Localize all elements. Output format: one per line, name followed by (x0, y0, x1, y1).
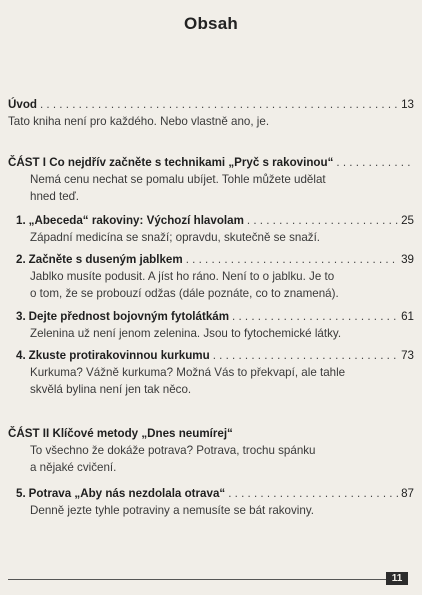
toc-description (16, 325, 414, 342)
toc-chapter-number: 1. (16, 214, 26, 227)
page-number-badge: 11 (386, 572, 408, 585)
toc-description-line: skvělá bylina není jen tak něco. (30, 383, 192, 396)
toc-description-line: Denně jezte tyhle potraviny a nemusíte se bát rakoviny. (30, 504, 314, 517)
toc-description-line: Kurkuma? Vážně kurkuma? Možná Vás to překvapí, ale tahle (30, 366, 346, 379)
footer-rule (8, 579, 386, 580)
toc-description-line: a nějaké cvičení. (30, 461, 117, 474)
toc-chapter-1 (16, 212, 414, 246)
toc-part-1 (8, 154, 414, 205)
toc-chapter-2 (16, 251, 414, 302)
toc-chapter-number: 5. (16, 487, 26, 500)
dot-leader (232, 308, 398, 325)
toc-chapter-number: 3. (16, 310, 26, 323)
toc-description (16, 268, 414, 302)
toc-chapter-number: 4. (16, 349, 26, 362)
toc-chapter-4 (16, 347, 414, 398)
toc-page-number: 73 (401, 349, 414, 362)
page-title: Obsah (184, 14, 238, 33)
toc-description (16, 364, 414, 398)
toc-description (8, 171, 414, 205)
dot-leader (247, 212, 398, 229)
toc-heading-line (8, 96, 414, 113)
toc-chapter-heading-line (16, 212, 414, 229)
dot-leader (336, 154, 411, 171)
toc-heading-label: Úvod (8, 98, 37, 111)
toc-description-line: Jablko musíte podusit. A jíst ho ráno. Není to o jablku. Je to (30, 270, 335, 283)
toc-page-number: 25 (401, 214, 414, 227)
toc-description (16, 502, 414, 519)
toc-chapter-heading-line (16, 347, 414, 364)
toc-description-line: Západní medicína se snaží; opravdu, skutečně se snaží. (30, 231, 321, 244)
toc-part-label: ČÁST II Klíčové metody „Dnes neumírej“ (8, 427, 233, 440)
toc-chapter-number: 2. (16, 253, 26, 266)
toc-chapter-heading-line (16, 308, 414, 325)
toc-description (8, 442, 414, 476)
toc-chapter-heading-line (16, 485, 414, 502)
toc-chapter-heading-line (16, 251, 414, 268)
toc-description-line: hned teď. (30, 190, 80, 203)
toc-page-number: 39 (401, 253, 414, 266)
toc-part-heading-line (8, 425, 414, 442)
toc-chapter-5 (16, 485, 414, 519)
toc-chapter-3 (16, 308, 414, 342)
toc-description-line: Nemá cenu nechat se pomalu ubíjet. Tohle můžete udělat (30, 173, 326, 186)
toc-part-label: ČÁST I Co nejdřív začněte s technikami „Pryč s rakovinou“ (8, 156, 334, 169)
toc-chapter-label: Potrava „Aby nás nezdolala otrava“ (28, 487, 226, 500)
toc-page-number: 61 (401, 310, 414, 323)
toc-entry-intro (8, 96, 414, 130)
toc-page-number: 13 (401, 98, 414, 111)
toc-description (16, 229, 414, 246)
toc-page-number: 87 (401, 487, 414, 500)
dot-leader (186, 251, 398, 268)
toc-chapter-label: Začněte s duseným jablkem (28, 253, 183, 266)
toc-description: Tato kniha není pro každého. Nebo vlastně ano, je. (8, 115, 270, 128)
toc-part-2 (8, 425, 414, 476)
toc-chapter-label: Dejte přednost bojovným fytolátkám (28, 310, 230, 323)
toc-chapter-label: Zkuste protirakovinnou kurkumu (28, 349, 210, 362)
dot-leader (40, 96, 398, 113)
toc-description-line: Zelenina už není jenom zelenina. Jsou to fytochemické látky. (30, 327, 342, 340)
dot-leader (213, 347, 398, 364)
toc-description-line: To všechno že dokáže potrava? Potrava, trochu spánku (30, 444, 316, 457)
toc-description-line: o tom, že se probouzí odžas (dále poznáte, co to znamená). (30, 287, 339, 300)
toc-chapter-label: „Abeceda“ rakoviny: Výchozí hlavolam (28, 214, 244, 227)
toc-part-heading-line (8, 154, 414, 171)
dot-leader (228, 485, 398, 502)
